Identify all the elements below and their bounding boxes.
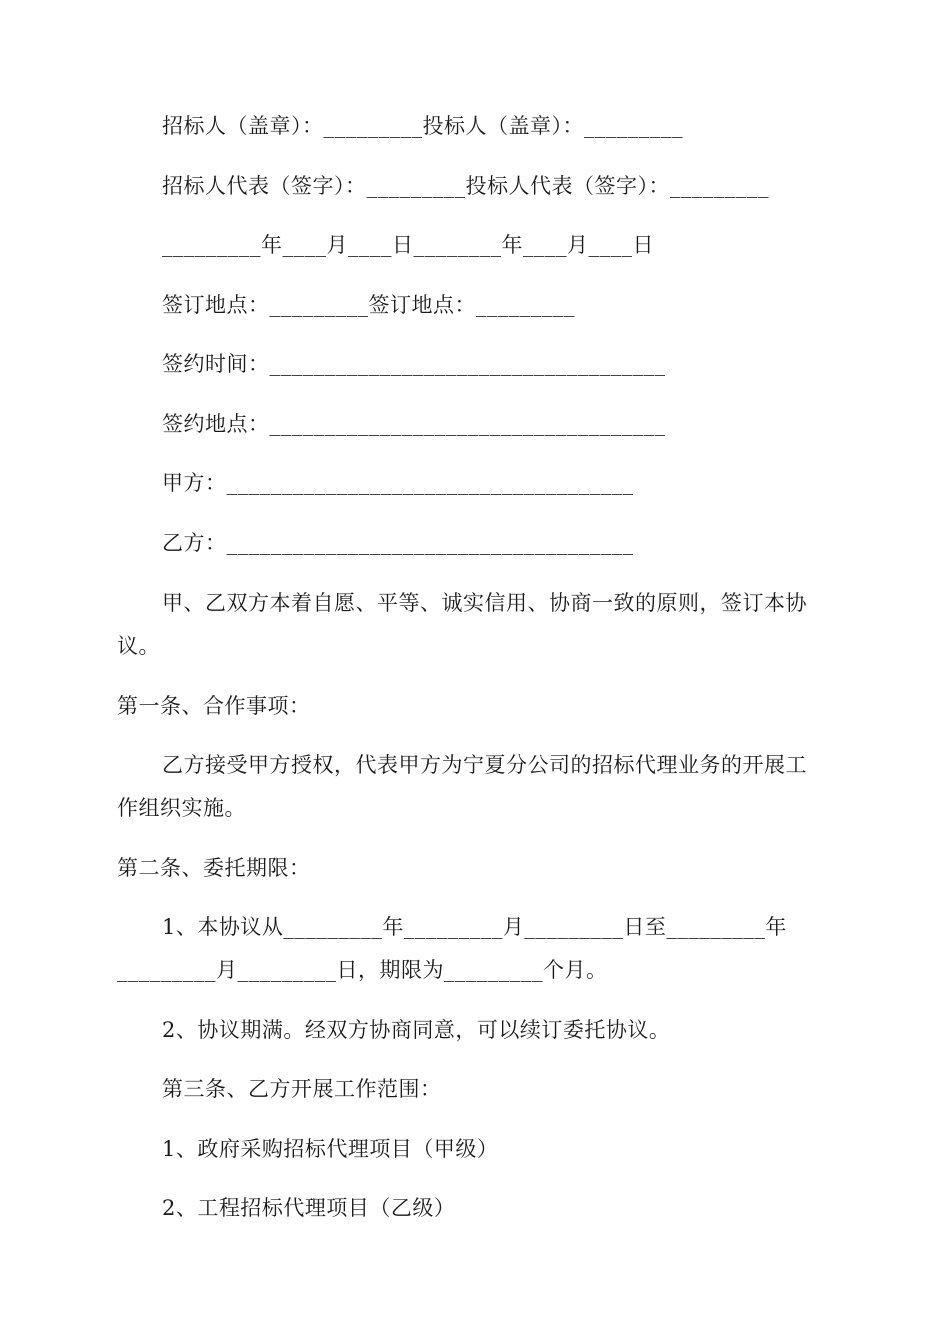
- article-2-heading: 第二条、委托期限：: [117, 856, 311, 880]
- party-b-line: 乙方：_____________________________________: [162, 531, 634, 555]
- representative-signature-line: 招标人代表（签字）：_________投标人代表（签字）：_________: [162, 174, 769, 198]
- article-1-paragraph-line-2: 作组织实施。: [117, 796, 246, 820]
- signing-place-line: 签订地点：_________签订地点：_________: [162, 293, 575, 317]
- term-clause-line-1: 1、本协议从_________年_________月_________日至_________年: [162, 915, 787, 939]
- preamble-paragraph-line-2: 议。: [117, 634, 160, 658]
- article-1-paragraph-line-1: 乙方接受甲方授权，代表甲方为宁夏分公司的招标代理业务的开展工: [162, 753, 807, 777]
- renewal-clause: 2、协议期满。经双方协商同意，可以续订委托协议。: [162, 1018, 671, 1042]
- article-3-heading: 第三条、乙方开展工作范围：: [162, 1077, 442, 1101]
- term-clause-line-2: _________月_________日，期限为_________个月。: [117, 958, 608, 982]
- party-a-line: 甲方：_____________________________________: [162, 471, 634, 495]
- article-1-heading: 第一条、合作事项：: [117, 694, 311, 718]
- signing-location-line: 签约地点：____________________________________: [162, 412, 666, 436]
- preamble-paragraph-line-1: 甲、乙双方本着自愿、平等、诚实信用、协商一致的原则，签订本协: [162, 591, 807, 615]
- date-line: _________年____月____日________年____月____日: [162, 233, 654, 257]
- tenderer-seal-line: 招标人（盖章）：_________投标人（盖章）：_________: [162, 114, 683, 138]
- scope-item-1: 1、政府采购招标代理项目（甲级）: [162, 1137, 499, 1161]
- scope-item-2: 2、工程招标代理项目（乙级）: [162, 1196, 456, 1220]
- signing-time-line: 签约时间：____________________________________: [162, 352, 666, 376]
